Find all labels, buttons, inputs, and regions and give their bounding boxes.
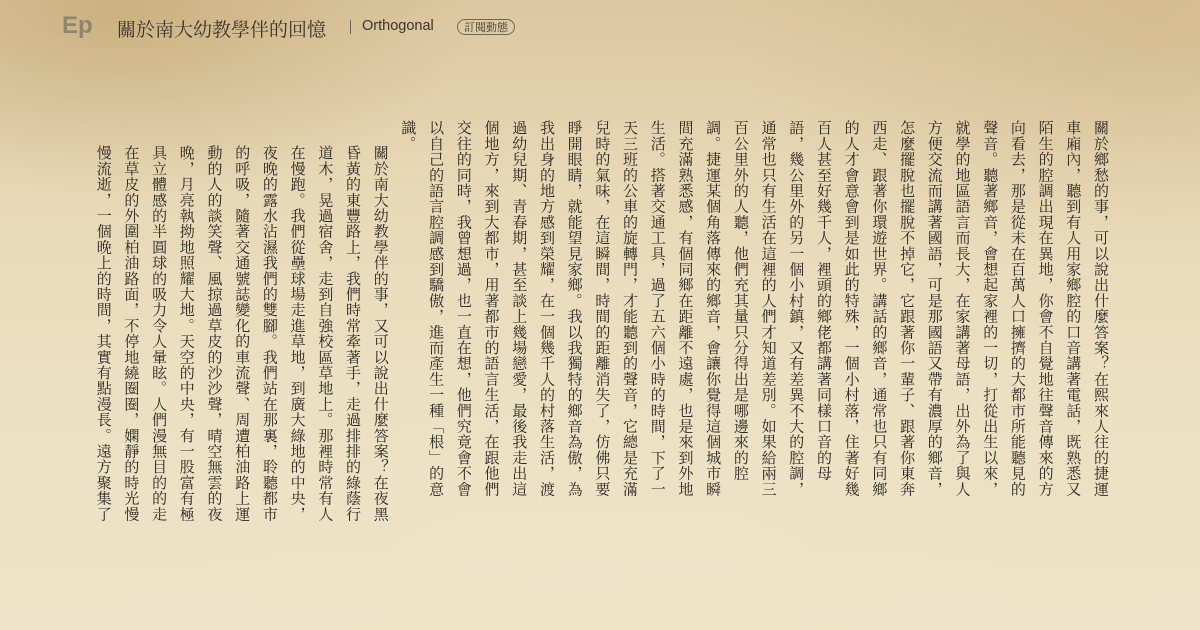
text-column: 睜開眼睛，就能望見家鄉。我以我獨特的鄉音為傲，為 [565,120,584,497]
text-column: 昏黃的東豐路上，我們時常牽著手，走過排排的綠蔭行 [344,145,363,522]
text-column: 向看去，那是從未在百萬人口擁擠的大都市所能聽見的 [1008,120,1027,497]
text-column: 動的人的談笑聲、風掠過草皮的沙沙聲，晴空無雲的夜 [205,145,224,522]
text-column: 天三班的公車的旋轉門，才能聽到的聲音，它總是充滿 [621,120,640,497]
text-column: 車廂內，聽到有人用家鄉腔的口音講著電話，既熟悉又 [1064,120,1083,497]
article-body [89,120,1114,522]
text-column: 通常也只有生活在這裡的人們才知道差別。如果給兩三 [759,120,778,497]
text-column: 兒時的氣味，在這瞬間，時間的距離消失了，仿佛只要 [593,120,612,497]
paragraph [394,120,1114,510]
text-column: 百人甚至好幾千人，裡頭的鄉佬都講著同樣口音的母 [814,120,833,482]
header [0,0,1200,56]
page-title: 關於南大幼教學伴的回憶 [117,19,327,41]
text-column: 交往的同時，我曾想過，也一直在想，他們究竟會不會 [454,120,473,497]
text-column: 聲音。聽著鄉音，會想起家裡的一切，打從出生以來， [981,120,1000,497]
paragraph [89,145,394,522]
text-column: 的呼吸，隨著交通號誌變化的車流聲、周遭柏油路上運 [233,145,252,522]
text-column: 過幼兒期、青春期，甚至談上幾場戀愛，最後我走出這 [510,120,529,497]
text-column: 識。 [399,120,418,152]
text-column: 在慢跑。我們從壘球場走進草地，到廣大綠地的中央， [288,145,307,522]
text-column: 百公里外的人聽，他們充其量只分得出是哪邊來的腔 [731,120,750,482]
text-column: 的人才會意會到是如此的特殊，一個小村落，住著好幾 [842,120,861,497]
text-column: 語，幾公里外的另一個小村鎮，又有差異不大的腔調， [787,120,806,497]
text-column: 陌生的腔調出現在異地，你會不自覺地往聲音傳來的方 [1036,120,1055,497]
text-column: 間充滿熟悉感，有個同鄉在距離不遠處，也是來到外地 [676,120,695,497]
text-column: 道木，晃過宿舍，走到自強校區草地上。那裡時常有人 [316,145,335,522]
text-column: 我出身的地方感到榮耀，在一個幾千人的村落生活，渡 [537,120,556,497]
text-column: 方便交流而講著國語，可是那國語又帶有濃厚的鄉音， [925,120,944,497]
text-column: 調。捷運某個角落傳來的鄉音，會讓你覺得這個城市瞬 [704,120,723,497]
text-column: 生活。搭著交通工具，過了五六個小時的時間，下了一 [648,120,667,497]
title-divider [350,20,351,34]
text-column: 慢流逝，一個晚上的時間，其實有點漫長。遠方聚集了 [94,145,113,522]
text-column: 夜晚的露水沾濕我們的雙腳。我們站在那裏，聆聽都市 [260,145,279,522]
text-column: 在草皮的外圍柏油路面，不停地繞圈圈，嫻靜的時光慢 [122,145,141,522]
text-column: 關於南大幼教學伴的事，又可以說出什麼答案？在夜黑 [371,145,390,522]
text-column: 個地方，來到大都市，用著都市的語言生活，在跟他們 [482,120,501,497]
site-logo[interactable]: Ep [62,12,93,39]
site-name-link[interactable]: Orthogonal [362,18,434,34]
text-column: 就學的地區語言而長大，在家講著母語，出外為了與人 [953,120,972,497]
text-column: 以自己的語言腔調感到驕傲，進而產生一種「根」的意 [427,120,446,497]
text-column: 怎麼擺脫也擺脫不掉它，它跟著你一輩子、跟著你東奔 [898,120,917,497]
text-column: 具立體感的半圓球的吸力令人暈眩。人們漫無目的的走 [150,145,169,522]
subscribe-button[interactable]: 訂閱動態 [457,19,515,35]
text-column: 晚，月亮執拗地照耀大地。天空的中央，有一股富有極 [177,145,196,522]
text-column: 關於鄉愁的事，可以說出什麼答案？在熙來人往的捷運 [1092,120,1110,497]
text-column: 西走、跟著你環遊世界。講話的鄉音，通常也只有同鄉 [870,120,889,497]
